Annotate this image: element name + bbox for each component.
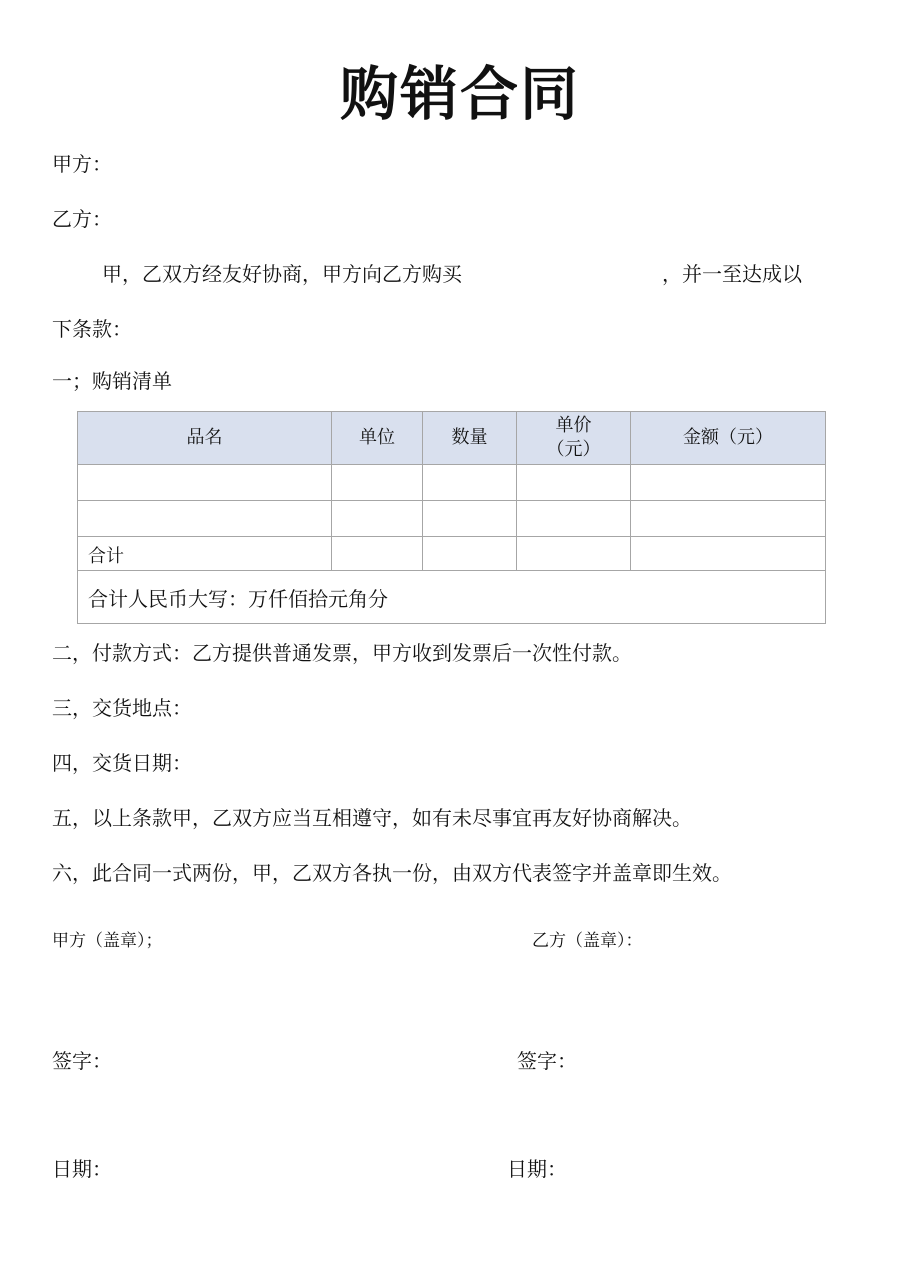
party-b-signature-label: 签字： (517, 1049, 577, 1073)
section-3-delivery-place: 三，交货地点： (52, 696, 192, 720)
intro-text-continued: 下条款： (52, 317, 132, 341)
table-cell[interactable] (631, 465, 826, 501)
section-6-effectiveness: 六，此合同一式两份，甲，乙双方各执一份，由双方代表签字并盖章即生效。 (52, 861, 732, 885)
purchase-list-table (77, 411, 826, 624)
table-cell[interactable] (332, 537, 423, 571)
party-b-label: 乙方： (52, 207, 112, 231)
table-cell[interactable] (332, 501, 423, 537)
section-5-terms: 五，以上条款甲，乙双方应当互相遵守，如有未尽事宜再友好协商解决。 (52, 806, 692, 830)
party-a-label: 甲方： (52, 152, 112, 176)
table-cell[interactable] (423, 465, 517, 501)
intro-text-end: ，并一至达成以 (662, 262, 802, 286)
party-a-seal-label: 甲方（盖章）； (52, 931, 163, 951)
table-cell[interactable] (423, 537, 517, 571)
document-title: 购销合同 (339, 60, 580, 128)
table-cell[interactable] (517, 537, 631, 571)
table-cell[interactable] (631, 537, 826, 571)
table-cell[interactable] (423, 501, 517, 537)
party-b-seal-label: 乙方（盖章）： (532, 931, 643, 951)
header-amount: 金额（元） (631, 412, 826, 465)
section-2-payment: 二，付款方式：乙方提供普通发票，甲方收到发票后一次性付款。 (52, 641, 632, 665)
header-unit-price-line2: （元） (546, 439, 601, 460)
party-a-date-label: 日期： (52, 1157, 112, 1181)
header-unit-price (517, 412, 631, 465)
party-b-date-label: 日期： (507, 1157, 567, 1181)
table-cell[interactable] (332, 465, 423, 501)
table-total-words-row (78, 571, 826, 624)
header-quantity: 数量 (423, 412, 517, 465)
section-4-delivery-date: 四，交货日期： (52, 751, 192, 775)
header-unit: 单位 (332, 412, 423, 465)
table-total-row (78, 537, 826, 571)
header-unit-price-line1: 单价 (555, 415, 592, 436)
party-a-signature-label: 签字： (52, 1049, 112, 1073)
table-cell[interactable] (517, 501, 631, 537)
table-cell[interactable] (517, 465, 631, 501)
table-row (78, 465, 826, 501)
table-header-row (78, 412, 826, 465)
section-1-heading: 一；购销清单 (52, 369, 172, 393)
table-cell[interactable] (631, 501, 826, 537)
table-cell[interactable] (78, 501, 332, 537)
total-in-words: 合计人民币大写：万仟佰拾元角分 (78, 571, 826, 624)
table-cell[interactable] (78, 465, 332, 501)
table-row (78, 501, 826, 537)
total-label: 合计 (78, 537, 332, 571)
header-product-name: 品名 (78, 412, 332, 465)
intro-text-start: 甲，乙双方经友好协商，甲方向乙方购买 (102, 262, 462, 286)
